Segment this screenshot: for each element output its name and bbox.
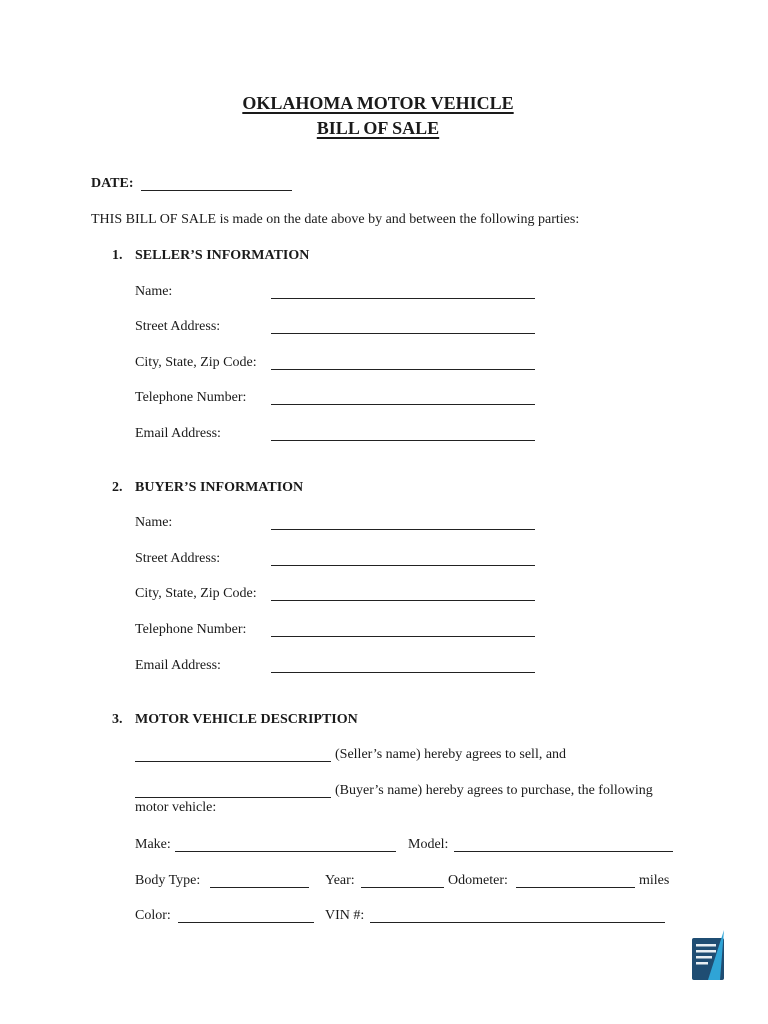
buyer-city-state-zip-label: City, State, Zip Code:	[135, 586, 257, 601]
body-type-field[interactable]	[210, 887, 309, 888]
date-label: DATE:	[91, 176, 134, 191]
buyer-street-address-field[interactable]	[271, 565, 535, 566]
seller-name-blank[interactable]	[135, 761, 331, 762]
seller-telephone-label: Telephone Number:	[135, 390, 247, 405]
section-3-heading: MOTOR VEHICLE DESCRIPTION	[135, 712, 358, 727]
model-field[interactable]	[454, 851, 673, 852]
seller-email-label: Email Address:	[135, 426, 221, 441]
color-label: Color:	[135, 908, 171, 923]
buyer-clause: (Buyer’s name) hereby agrees to purchase, the following	[335, 783, 653, 798]
document-title-line-1: OKLAHOMA MOTOR VEHICLE	[242, 93, 514, 113]
buyer-name-blank[interactable]	[135, 797, 331, 798]
vin-label: VIN #:	[325, 908, 365, 923]
year-label: Year:	[325, 873, 355, 888]
seller-name-label: Name:	[135, 284, 173, 299]
vin-field[interactable]	[370, 922, 665, 923]
intro-text: THIS BILL OF SALE is made on the date above by and between the following parties:	[91, 212, 580, 227]
seller-name-field[interactable]	[271, 298, 535, 299]
model-label: Model:	[408, 837, 449, 852]
buyer-street-address-label: Street Address:	[135, 551, 221, 566]
section-1-heading: SELLER’S INFORMATION	[135, 248, 310, 263]
buyer-clause-continued: motor vehicle:	[135, 800, 217, 815]
buyer-telephone-field[interactable]	[271, 636, 535, 637]
document-title-line-2: BILL OF SALE	[316, 118, 440, 138]
buyer-name-field[interactable]	[271, 529, 535, 530]
seller-telephone-field[interactable]	[271, 404, 535, 405]
buyer-city-state-zip-field[interactable]	[271, 600, 535, 601]
miles-label: miles	[639, 873, 670, 888]
buyer-telephone-label: Telephone Number:	[135, 622, 247, 637]
color-field[interactable]	[178, 922, 314, 923]
seller-street-address-label: Street Address:	[135, 319, 221, 334]
section-2-number: 2.	[112, 480, 123, 495]
make-label: Make:	[135, 837, 171, 852]
section-2-heading: BUYER’S INFORMATION	[135, 480, 304, 495]
buyer-email-field[interactable]	[271, 672, 535, 673]
seller-city-state-zip-label: City, State, Zip Code:	[135, 355, 257, 370]
seller-email-field[interactable]	[271, 440, 535, 441]
year-field[interactable]	[361, 887, 444, 888]
buyer-email-label: Email Address:	[135, 658, 221, 673]
section-1-number: 1.	[112, 248, 123, 263]
body-type-label: Body Type:	[135, 873, 201, 888]
document-logo-icon	[690, 926, 730, 982]
seller-city-state-zip-field[interactable]	[271, 369, 535, 370]
date-field[interactable]	[141, 190, 292, 191]
seller-clause: (Seller’s name) hereby agrees to sell, and	[335, 747, 567, 762]
buyer-name-label: Name:	[135, 515, 173, 530]
seller-street-address-field[interactable]	[271, 333, 535, 334]
make-field[interactable]	[175, 851, 396, 852]
odometer-field[interactable]	[516, 887, 635, 888]
section-3-number: 3.	[112, 712, 123, 727]
odometer-label: Odometer:	[448, 873, 508, 888]
